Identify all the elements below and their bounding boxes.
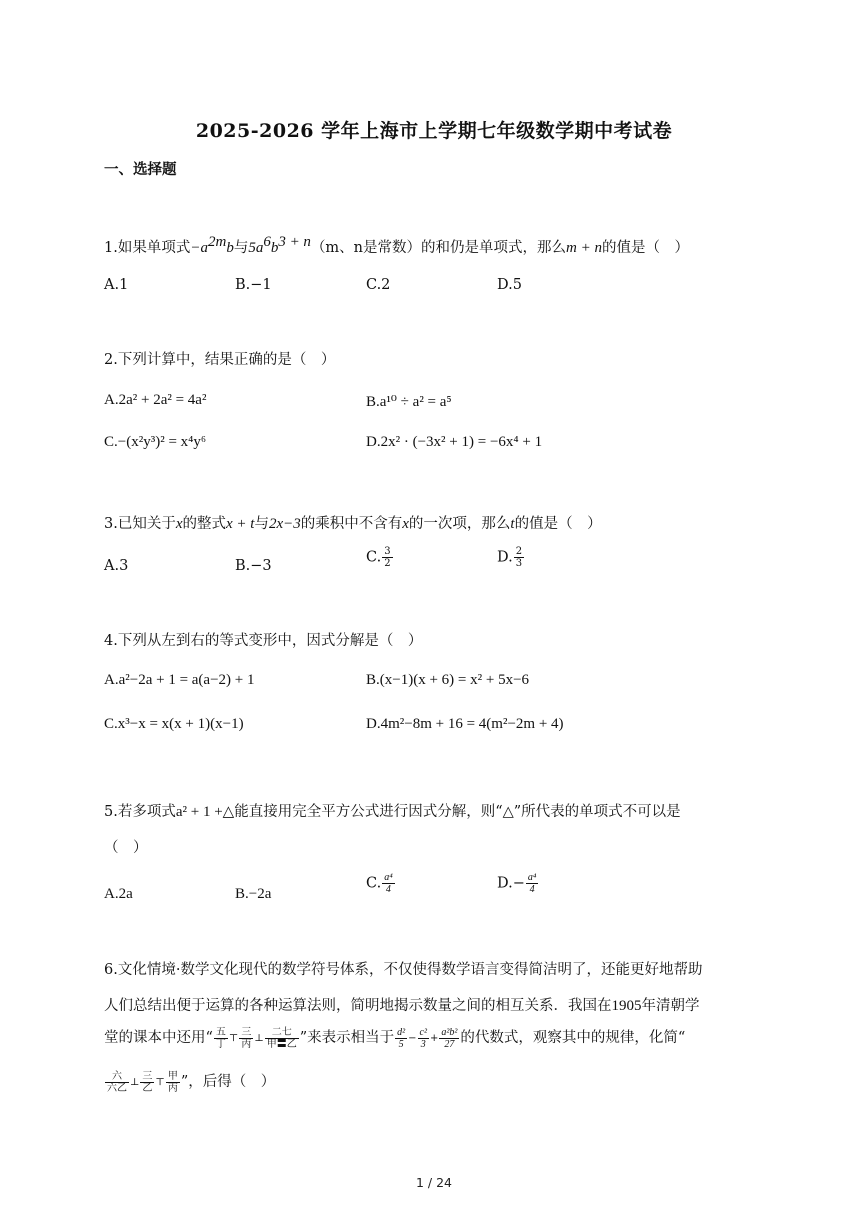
q6-cn10 (166, 1071, 180, 1094)
q6-cn3 (239, 1027, 253, 1050)
q3-part4: 的乘积中不含有 (300, 516, 403, 532)
q3-option-a[interactable]: A.3 (104, 558, 129, 574)
q5-part2: 能直接用完全平方公式进行因式分解，则“△”所代表的单项式不可以是 (234, 804, 681, 820)
page-number: 1 / 24 (415, 1175, 453, 1190)
q6-f3-den: 27 (444, 1038, 455, 1050)
q3-d-fraction (514, 546, 524, 569)
question-5-stem-cont: （ ） (104, 840, 148, 856)
q3-var-x2: x (402, 516, 409, 532)
q5-d-num: a⁴ (527, 872, 537, 883)
q3-part5: 的一次项，那么 (408, 516, 511, 532)
section-heading: 一、选择题 (104, 161, 177, 178)
q1-tail: 的值是（ ） (602, 240, 689, 256)
q3-var-t: t (510, 516, 515, 532)
q6-cn6-num: 六 (105, 1071, 129, 1083)
q1-mono1-exp: 2m (207, 234, 227, 251)
q5-d-den: 4 (529, 884, 535, 895)
q1-condition: （m、n是常数）的和仍是单项式，那么 (310, 240, 567, 256)
q6-line3b: ”来表示相当于 (299, 1030, 395, 1046)
question-6-line2 (104, 994, 700, 1015)
q6-cn5-num: 二七 (265, 1027, 299, 1039)
q4-option-a[interactable]: A.a²−2a + 1 = a(a−2) + 1 (104, 672, 255, 688)
question-6-line4 (104, 1070, 275, 1094)
q6-frac3 (439, 1027, 459, 1050)
q3-part6: 的值是（ ） (514, 516, 602, 532)
q2-option-d[interactable]: D.2x² · (−3x² + 1) = −6x⁴ + 1 (366, 434, 543, 450)
q6-frac1 (395, 1027, 407, 1050)
q5-option-a[interactable]: A.2a (104, 886, 133, 902)
q3-d-num: 2 (515, 546, 523, 557)
q3-option-d[interactable] (497, 546, 525, 569)
q4-option-b[interactable]: B.(x−1)(x + 6) = x² + 5x−6 (366, 672, 530, 688)
q6-f1-den: 5 (398, 1038, 404, 1050)
q1-option-a[interactable]: A.1 (104, 277, 129, 293)
q1-mono1: −a (190, 240, 208, 256)
q4-option-c[interactable]: C.x³−x = x(x + 1)(x−1) (104, 716, 244, 732)
q6-cn8-den: 乙 (142, 1082, 153, 1094)
q5-c-label: C. (366, 875, 382, 892)
q6-cn8 (140, 1071, 154, 1094)
q6-cn6-den: 六乙 (107, 1082, 127, 1094)
q6-cn2: ⊤ (228, 1032, 239, 1044)
q6-cn10-den: 丙 (167, 1082, 178, 1094)
q1-option-b[interactable]: B.−1 (235, 277, 272, 293)
q6-cn10-num: 甲 (167, 1070, 178, 1082)
q5-d-fraction (526, 872, 538, 895)
q3-option-c[interactable] (366, 546, 394, 569)
question-3-stem (104, 512, 602, 533)
q3-c-den: 2 (384, 558, 391, 569)
q6-cn9: ⊤ (155, 1076, 165, 1088)
q6-line3a: 堂的课本中还用“ (104, 1030, 213, 1046)
q3-part3: 与 (254, 516, 269, 532)
q6-f2-den: 3 (420, 1038, 426, 1050)
q5-c-num: a⁴ (384, 872, 393, 883)
q5-option-c[interactable] (366, 872, 396, 895)
q6-line3c: 的代数式，观察其中的规律，化简“ (460, 1030, 686, 1046)
q5-d-minus: − (512, 875, 525, 892)
q6-line2b: 年清朝学 (641, 998, 700, 1014)
question-6-line3: 堂的课本中还用“ $\frac{\text{五}}{\text{丁}}$ ⊤ $\frac{\text{三}}{\text{丙}}$ ⊥ $\frac{\text{二七}}{\text{甲〓乙}}$ ”来表示相当于 $\frac{\text{d²}}{5}$ − $\frac{\text{c²}}{3}$ + $\frac{\text{a²b²}}{27}$ 的代数式，观察其中的规律，化简“ (104, 1026, 686, 1050)
q6-frac2 (418, 1027, 429, 1050)
q6-cn1 (214, 1027, 228, 1050)
q1-mono1-tail: b (226, 240, 234, 256)
q6-year: 1905 (611, 998, 642, 1014)
q6-line4b: ”，后得（ ） (180, 1074, 276, 1090)
q2-option-a[interactable]: A.2a² + 2a² = 4a² (104, 392, 207, 408)
question-2-stem: 2.下列计算中，结果正确的是（ ） (104, 352, 336, 368)
q3-c-fraction (382, 546, 392, 569)
q6-f2-num: c² (419, 1026, 427, 1038)
q1-expr: m + n (566, 240, 602, 256)
q5-d-label: D. (497, 875, 513, 892)
q5-option-b[interactable]: B.−2a (235, 886, 272, 902)
q1-option-d[interactable]: D.5 (497, 277, 522, 293)
q6-f1-num: d² (397, 1026, 406, 1038)
q1-prefix: 1.如果单项式 (104, 240, 191, 256)
q6-cn7: ⊥ (130, 1076, 140, 1088)
q3-expr1: x + t (226, 516, 255, 532)
q3-var-x1: x (175, 516, 183, 532)
q6-cn3-num: 三 (241, 1026, 252, 1038)
question-6-line1: 6.文化情境·数学文化现代的数学符号体系，不仅使得数学语言变得简洁明了，还能更好地帮助 (104, 962, 703, 978)
q3-c-num: 3 (384, 546, 391, 557)
q6-line2a: 人们总结出便于运算的各种运算法则，简明地揭示数量之间的相互关系．我国在 (104, 998, 612, 1014)
q2-option-b[interactable]: B.a¹⁰ ÷ a² = a⁵ (366, 394, 452, 410)
q6-cn5-den: 甲〓乙 (266, 1038, 297, 1050)
q1-mono2-b: b (270, 240, 279, 256)
q5-c-fraction (382, 872, 394, 895)
q1-mono2: 5a (248, 240, 264, 256)
q6-cn1-num: 五 (215, 1026, 226, 1038)
q3-expr2: 2x−3 (268, 516, 301, 532)
question-1-stem (104, 236, 689, 257)
q3-d-label: D. (497, 549, 513, 566)
q3-c-label: C. (366, 549, 382, 566)
q2-option-c[interactable]: C.−(x²y³)² = x⁴y⁶ (104, 434, 207, 450)
q3-part1: 3.已知关于 (104, 516, 176, 532)
q1-option-c[interactable]: C.2 (366, 277, 391, 293)
q5-part1: 5.若多项式 (104, 804, 176, 820)
question-5-stem (104, 800, 681, 821)
q5-c-den: 4 (385, 884, 391, 895)
q3-option-b[interactable]: B.−3 (235, 558, 272, 574)
q1-mid: 与 (233, 240, 249, 256)
q1-mono2-exp2: 3 + n (278, 234, 311, 251)
page-title: 2025-2026 学年上海市上学期七年级数学期中考试卷 (195, 120, 673, 142)
q3-part2: 的整式 (182, 516, 227, 532)
q5-option-d[interactable] (497, 872, 539, 895)
q3-d-den: 3 (515, 558, 523, 569)
q5-expr: a² + 1 +△ (175, 804, 235, 820)
q6-cn3-den: 丙 (241, 1038, 252, 1050)
q6-f3-num: a²b² (441, 1026, 458, 1038)
q6-cn6 (105, 1071, 129, 1094)
q6-cn4: ⊥ (254, 1032, 264, 1044)
q6-cn8-num: 三 (142, 1070, 153, 1082)
q1-mono2-exp1: 6 (263, 234, 271, 251)
q4-option-d[interactable]: D.4m²−8m + 16 = 4(m²−2m + 4) (366, 716, 564, 732)
question-4-stem: 4.下列从左到右的等式变形中，因式分解是（ ） (104, 633, 423, 649)
q6-cn5 (265, 1027, 299, 1050)
q6-cn1-den: 丁 (215, 1038, 226, 1050)
